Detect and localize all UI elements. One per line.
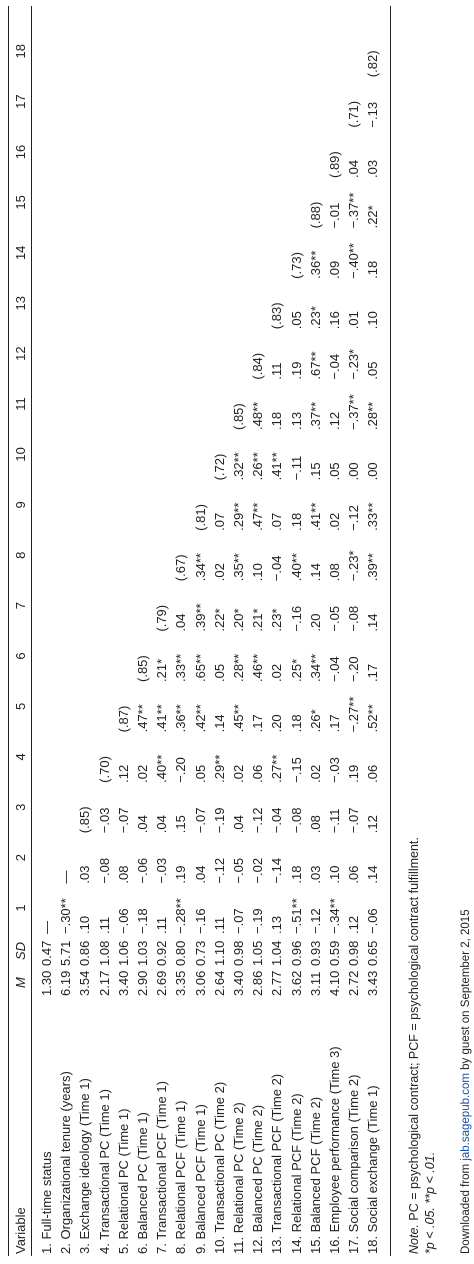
correlation-cell: .39** bbox=[365, 553, 381, 582]
correlation-cell: −.37** bbox=[346, 192, 362, 229]
row-sd: 0.80 bbox=[173, 940, 189, 966]
correlation-cell: .39** bbox=[192, 603, 208, 632]
correlation-cell: −.07 bbox=[346, 807, 362, 834]
header-col-6: 6 bbox=[13, 652, 28, 660]
row-sd: 1.04 bbox=[269, 940, 285, 966]
correlation-cell: .06 bbox=[250, 764, 266, 783]
header-rule bbox=[31, 6, 32, 1256]
correlation-cell: (.70) bbox=[96, 756, 112, 783]
correlation-cell: .01 bbox=[346, 311, 362, 330]
correlation-cell: .40** bbox=[154, 754, 170, 783]
row-label: 12. Balanced PC (Time 2) bbox=[250, 1104, 266, 1254]
row-mean: 2.90 bbox=[135, 970, 150, 996]
correlation-cell: .20 bbox=[269, 714, 285, 733]
correlation-cell: .05 bbox=[365, 361, 381, 380]
header-col-11: 11 bbox=[13, 397, 28, 411]
correlation-cell: −.19 bbox=[250, 908, 266, 934]
row-sd: 0.86 bbox=[77, 940, 93, 966]
correlation-cell: .32** bbox=[231, 452, 246, 481]
row-sd: 0.98 bbox=[346, 940, 362, 966]
row-mean: 3.35 bbox=[173, 970, 189, 996]
row-mean: 3.40 bbox=[231, 970, 246, 996]
correlation-cell: .03 bbox=[307, 865, 323, 884]
correlation-cell: −.08 bbox=[288, 807, 304, 834]
correlation-cell: (.88) bbox=[307, 201, 323, 229]
header-col-18: 18 bbox=[13, 43, 28, 59]
header-col-9: 9 bbox=[13, 501, 28, 509]
correlation-cell: .12 bbox=[115, 764, 131, 783]
correlation-cell: .36** bbox=[307, 250, 323, 279]
correlation-cell: −.16 bbox=[288, 605, 304, 632]
correlation-cell: .13 bbox=[269, 915, 285, 934]
correlation-cell: .21* bbox=[250, 608, 266, 632]
correlation-cell: .26** bbox=[250, 452, 266, 481]
row-sd: 1.08 bbox=[96, 940, 112, 966]
correlation-cell: .02 bbox=[231, 764, 246, 783]
correlation-cell: .08 bbox=[307, 815, 323, 834]
correlation-cell: .05 bbox=[288, 311, 304, 330]
correlation-cell: .21* bbox=[154, 658, 170, 682]
correlation-cell: .04 bbox=[231, 815, 246, 834]
note-text: PC = psychological contract; PCF = psychological contract fulfillment. bbox=[407, 837, 421, 1225]
correlation-cell: .46** bbox=[250, 653, 266, 682]
correlation-cell: .17 bbox=[250, 714, 266, 733]
correlation-cell: .10 bbox=[77, 915, 93, 934]
correlation-cell: .29** bbox=[211, 754, 227, 783]
correlation-cell: −.40** bbox=[346, 243, 362, 279]
correlation-cell: −.14 bbox=[269, 857, 285, 884]
correlation-cell: .02 bbox=[135, 764, 150, 783]
correlation-cell: .12 bbox=[327, 411, 342, 430]
correlation-cell: (.71) bbox=[346, 100, 362, 128]
row-label: 8. Relational PCF (Time 1) bbox=[173, 1100, 189, 1254]
correlation-cell: .07 bbox=[211, 512, 227, 531]
correlation-cell: .10 bbox=[250, 563, 266, 582]
correlation-cell: −.05 bbox=[231, 857, 246, 884]
row-mean: 1.30 bbox=[39, 970, 54, 996]
correlation-cell: −.08 bbox=[96, 857, 112, 884]
header-col-7: 7 bbox=[13, 602, 28, 610]
correlation-cell: .14 bbox=[365, 865, 381, 884]
correlation-cell: .28** bbox=[231, 653, 246, 682]
correlation-cell: .28** bbox=[365, 401, 381, 430]
correlation-cell: .14 bbox=[307, 563, 323, 582]
correlation-cell: .05 bbox=[192, 764, 208, 783]
correlation-cell: −.12 bbox=[211, 857, 227, 884]
correlation-cell: .47** bbox=[135, 704, 150, 733]
correlation-cell: .08 bbox=[327, 563, 342, 582]
row-mean: 2.69 bbox=[154, 970, 170, 996]
correlation-cell: −.13 bbox=[365, 101, 381, 128]
correlation-cell: .16 bbox=[327, 311, 342, 330]
correlation-cell: .20* bbox=[231, 608, 246, 632]
correlation-cell: −.03 bbox=[96, 807, 112, 834]
row-label: 9. Balanced PCF (Time 1) bbox=[192, 1104, 208, 1254]
header-col-5: 5 bbox=[13, 702, 28, 711]
correlation-cell: .19 bbox=[288, 361, 304, 380]
correlation-cell: .19 bbox=[173, 865, 189, 884]
row-mean: 4.10 bbox=[327, 970, 342, 996]
correlation-cell: −.12 bbox=[307, 908, 323, 934]
correlation-cell: .00 bbox=[365, 462, 381, 481]
correlation-cell: −.37** bbox=[346, 394, 362, 430]
correlation-cell: −.01 bbox=[327, 202, 342, 229]
row-label: 7. Transactional PCF (Time 1) bbox=[154, 1081, 170, 1254]
row-mean: 3.11 bbox=[307, 971, 323, 996]
correlation-cell: (.81) bbox=[192, 504, 208, 531]
header-col-3: 3 bbox=[13, 803, 28, 811]
row-label: 2. Organizational tenure (years) bbox=[58, 1071, 74, 1254]
correlation-cell: .11 bbox=[96, 916, 112, 934]
correlation-cell: −.03 bbox=[327, 757, 342, 783]
correlation-cell: −.04 bbox=[269, 555, 285, 582]
footer-prefix: Downloaded from bbox=[460, 1160, 472, 1254]
correlation-cell: .25* bbox=[288, 658, 304, 682]
bottom-rule bbox=[390, 6, 391, 1256]
row-sd: 0.59 bbox=[327, 940, 342, 966]
correlation-cell: .13 bbox=[288, 411, 304, 430]
correlation-cell: (.87) bbox=[115, 705, 131, 733]
header-col-15: 15 bbox=[13, 195, 28, 210]
correlation-cell: .19 bbox=[346, 764, 362, 783]
correlation-cell: (.85) bbox=[135, 655, 150, 682]
row-sd: 1.10 bbox=[211, 940, 227, 966]
correlation-cell: .27** bbox=[269, 754, 285, 783]
correlation-cell: .02 bbox=[269, 663, 285, 682]
correlation-cell: −.18 bbox=[135, 908, 150, 934]
correlation-cell: −.08 bbox=[346, 605, 362, 632]
correlation-cell: .09 bbox=[327, 260, 342, 279]
note-label: Note. bbox=[407, 1224, 421, 1254]
correlation-cell: (.72) bbox=[211, 453, 227, 481]
row-label: 15. Balanced PCF (Time 2) bbox=[307, 1096, 323, 1254]
correlation-cell: .12 bbox=[346, 915, 362, 934]
correlation-cell: — bbox=[39, 921, 54, 934]
correlation-cell: .34** bbox=[307, 653, 323, 682]
correlation-cell: .03 bbox=[77, 865, 93, 884]
correlation-cell: .26* bbox=[307, 709, 323, 733]
correlation-cell: .02 bbox=[327, 512, 342, 531]
correlation-cell: −.07 bbox=[115, 807, 131, 834]
correlation-cell: −.07 bbox=[192, 807, 208, 834]
correlation-cell: .17 bbox=[327, 714, 342, 733]
correlation-cell: −.15 bbox=[288, 757, 304, 783]
correlation-cell: −.20 bbox=[346, 656, 362, 682]
row-sd: 1.06 bbox=[115, 940, 131, 966]
header-col-10: 10 bbox=[13, 447, 28, 462]
correlation-cell: .48** bbox=[250, 401, 266, 430]
row-label: 6. Balanced PC (Time 1) bbox=[135, 1112, 150, 1254]
row-mean: 6.19 bbox=[58, 970, 74, 996]
correlation-cell: (.73) bbox=[288, 252, 304, 279]
row-label: 16. Employee performance (Time 3) bbox=[327, 1046, 342, 1254]
correlation-cell: .08 bbox=[115, 865, 131, 884]
correlation-cell: .67** bbox=[307, 351, 323, 380]
row-mean: 3.40 bbox=[115, 970, 131, 996]
correlation-cell: −.06 bbox=[365, 908, 381, 934]
row-mean: 2.64 bbox=[211, 970, 227, 996]
row-sd: 0.65 bbox=[365, 940, 381, 966]
row-label: 14. Relational PCF (Time 2) bbox=[288, 1093, 304, 1254]
header-variable: Variable bbox=[13, 1207, 28, 1254]
row-mean: 3.06 bbox=[192, 970, 208, 996]
correlation-cell: (.85) bbox=[77, 806, 93, 834]
correlation-cell: .14 bbox=[365, 613, 381, 632]
row-label: 18. Social exchange (Time 1) bbox=[365, 1085, 381, 1254]
correlation-cell: −.02 bbox=[250, 857, 266, 884]
correlation-cell: .15 bbox=[307, 462, 323, 481]
correlation-cell: −.04 bbox=[269, 807, 285, 834]
correlation-cell: −.07 bbox=[231, 908, 246, 934]
row-mean: 2.72 bbox=[346, 970, 362, 996]
correlation-cell: −.51** bbox=[288, 898, 304, 934]
row-label: 10. Transactional PC (Time 2) bbox=[211, 1081, 227, 1254]
correlation-cell: −.11 bbox=[288, 455, 304, 481]
correlation-cell: .18 bbox=[288, 714, 304, 733]
header-sd: SD bbox=[13, 941, 28, 960]
correlation-cell: .33** bbox=[365, 502, 381, 531]
correlation-cell: −.04 bbox=[327, 656, 342, 682]
row-sd: 0.73 bbox=[192, 940, 208, 966]
correlation-cell: −.06 bbox=[135, 857, 150, 884]
correlation-cell: .02 bbox=[307, 764, 323, 783]
row-label: 1. Full-time status bbox=[39, 1151, 54, 1254]
correlation-cell: −.34** bbox=[327, 898, 342, 934]
correlation-cell: (.84) bbox=[250, 352, 266, 380]
row-label: 13. Transactional PCF (Time 2) bbox=[269, 1073, 285, 1254]
correlation-cell: .18 bbox=[288, 512, 304, 531]
correlation-cell: (.83) bbox=[269, 302, 285, 330]
correlation-cell: −.05 bbox=[327, 605, 342, 632]
footer-suffix: by guest on September 2, 2015 bbox=[460, 909, 472, 1074]
correlation-cell: .65** bbox=[192, 653, 208, 682]
header-col-16: 16 bbox=[13, 144, 28, 160]
row-sd: 0.96 bbox=[288, 940, 304, 966]
row-mean: 2.86 bbox=[250, 970, 266, 996]
header-mean: M bbox=[13, 977, 28, 988]
correlation-cell: −.20 bbox=[173, 757, 189, 783]
correlation-cell: −.03 bbox=[154, 857, 170, 884]
header-col-4: 4 bbox=[13, 753, 28, 761]
correlation-cell: −.23* bbox=[346, 348, 362, 380]
row-sd: 5.71 bbox=[58, 940, 74, 966]
row-mean: 3.54 bbox=[77, 970, 93, 996]
correlation-cell: .34** bbox=[192, 553, 208, 582]
correlation-cell: .40** bbox=[288, 553, 304, 582]
correlation-cell: .20 bbox=[307, 613, 323, 632]
correlation-cell: .18 bbox=[269, 411, 285, 430]
header-col-8: 8 bbox=[13, 551, 28, 559]
correlation-cell: −.27** bbox=[346, 696, 362, 733]
correlation-cell: .36** bbox=[173, 704, 189, 733]
header-col-2: 2 bbox=[13, 854, 28, 862]
correlation-cell: .06 bbox=[346, 865, 362, 884]
correlation-cell: .00 bbox=[346, 462, 362, 481]
correlation-cell: .41** bbox=[269, 452, 285, 481]
row-label: 3. Exchange ideology (Time 1) bbox=[77, 1078, 93, 1254]
correlation-cell: −.16 bbox=[192, 908, 208, 934]
correlation-cell: .05 bbox=[327, 462, 342, 481]
header-col-12: 12 bbox=[13, 346, 28, 361]
row-sd: 1.03 bbox=[135, 940, 150, 966]
row-sd: 1.05 bbox=[250, 940, 266, 966]
correlation-cell: −.11 bbox=[327, 808, 342, 834]
row-mean: 2.77 bbox=[269, 970, 285, 996]
correlation-cell: .10 bbox=[365, 311, 381, 330]
correlation-cell: .15 bbox=[173, 815, 189, 834]
row-label: 11. Relational PC (Time 2) bbox=[231, 1102, 246, 1254]
correlation-cell: −.12 bbox=[250, 807, 266, 834]
correlation-cell: −.12 bbox=[346, 505, 362, 531]
correlation-cell: −.04 bbox=[327, 353, 342, 380]
correlation-cell: −.30** bbox=[58, 898, 74, 934]
correlation-cell: −.06 bbox=[115, 908, 131, 934]
correlation-cell: .42** bbox=[192, 704, 208, 733]
correlation-cell: .12 bbox=[365, 815, 381, 834]
correlation-cell: — bbox=[58, 870, 74, 884]
correlation-cell: .41** bbox=[154, 704, 170, 733]
correlation-cell: (.85) bbox=[231, 403, 246, 430]
correlation-cell: .47** bbox=[250, 502, 266, 531]
correlation-cell: .04 bbox=[173, 613, 189, 632]
correlation-cell: −.28** bbox=[173, 898, 189, 934]
correlation-cell: .22* bbox=[211, 608, 227, 632]
correlation-cell: .41** bbox=[307, 502, 323, 531]
correlation-cell: .29** bbox=[231, 502, 246, 531]
row-label: 17. Social comparison (Time 2) bbox=[346, 1074, 362, 1254]
correlation-cell: .02 bbox=[211, 563, 227, 582]
row-sd: 0.92 bbox=[154, 940, 170, 966]
correlation-cell: .04 bbox=[192, 865, 208, 884]
top-rule bbox=[8, 6, 9, 1256]
correlation-cell: .52** bbox=[365, 704, 381, 733]
row-sd: 0.47 bbox=[39, 940, 54, 966]
correlation-cell: (.67) bbox=[173, 554, 189, 582]
correlation-cell: (.79) bbox=[154, 604, 170, 632]
correlation-cell: .18 bbox=[365, 260, 381, 279]
footer-link[interactable]: jab.sagepub.com bbox=[460, 1073, 472, 1161]
header-col-14: 14 bbox=[13, 245, 28, 261]
correlation-cell: −.23* bbox=[346, 550, 362, 582]
correlation-cell: .04 bbox=[135, 815, 150, 834]
table-note bbox=[408, 837, 421, 1254]
row-mean: 3.43 bbox=[365, 970, 381, 996]
correlation-cell: .23* bbox=[307, 306, 323, 330]
correlation-cell: .11 bbox=[154, 916, 170, 934]
correlation-cell: .10 bbox=[327, 865, 342, 884]
row-label: 5. Relational PC (Time 1) bbox=[115, 1108, 131, 1254]
correlation-cell: .11 bbox=[211, 916, 227, 934]
correlation-cell: −.19 bbox=[211, 807, 227, 834]
row-sd: 0.98 bbox=[231, 940, 246, 966]
correlation-cell: .11 bbox=[269, 362, 285, 380]
row-mean: 3.62 bbox=[288, 970, 304, 996]
correlation-cell: .45** bbox=[231, 704, 246, 733]
correlation-cell: (.89) bbox=[327, 151, 342, 178]
correlation-cell: .37** bbox=[307, 401, 323, 430]
correlation-cell: (.82) bbox=[365, 50, 381, 78]
correlation-cell: .07 bbox=[269, 512, 285, 531]
correlation-cell: .05 bbox=[211, 663, 227, 682]
significance-note: *p < .05. **p < .01. bbox=[423, 1151, 437, 1254]
correlation-cell: .18 bbox=[288, 865, 304, 884]
correlation-cell: .22* bbox=[365, 205, 381, 229]
correlation-cell: .04 bbox=[346, 159, 362, 178]
row-mean: 2.17 bbox=[96, 970, 112, 996]
correlation-cell: .06 bbox=[365, 764, 381, 783]
correlation-cell: .04 bbox=[154, 815, 170, 834]
header-col-1: 1 bbox=[13, 904, 28, 912]
correlation-cell: .23* bbox=[269, 608, 285, 632]
correlation-cell: .14 bbox=[211, 714, 227, 733]
row-sd: 0.93 bbox=[307, 940, 323, 966]
correlation-cell: .33** bbox=[173, 653, 189, 682]
row-label: 4. Transactional PC (Time 1) bbox=[96, 1089, 112, 1254]
correlation-cell: .03 bbox=[365, 159, 381, 178]
download-footer bbox=[460, 909, 472, 1254]
header-col-17: 17 bbox=[13, 94, 28, 109]
correlation-cell: .35** bbox=[231, 553, 246, 582]
header-col-13: 13 bbox=[13, 295, 28, 311]
correlation-cell: .17 bbox=[365, 663, 381, 682]
